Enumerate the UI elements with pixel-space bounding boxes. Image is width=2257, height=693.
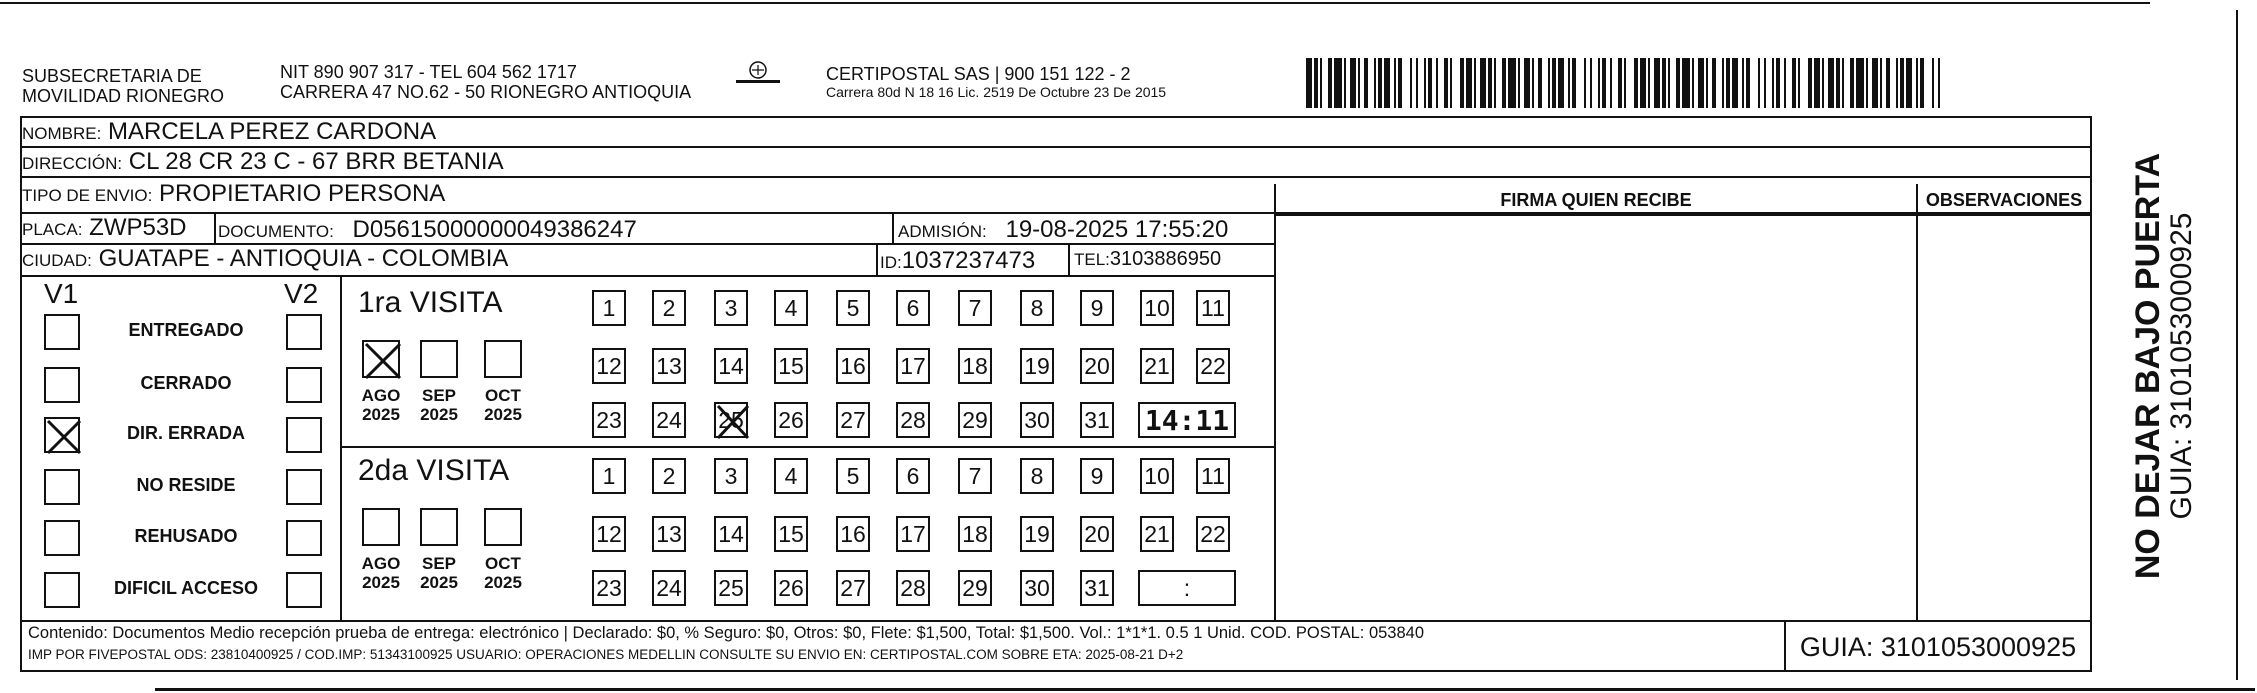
visit-2-title: 2da VISITA [358,454,510,487]
day-box[interactable]: 13 [652,348,686,384]
city-row: CIUDAD: GUATAPE - ANTIOQUIA - COLOMBIA [22,245,1274,277]
id-tel-divider [1068,245,1070,277]
day-box[interactable]: 2 [652,290,686,326]
day-box[interactable]: 29 [958,402,992,438]
day-box[interactable]: 19 [1020,516,1054,552]
day-box[interactable]: 26 [774,402,808,438]
status-v2-checkbox[interactable] [286,417,322,453]
status-visits-divider [340,277,342,622]
month-label: OCT 2025 [484,386,522,424]
day-box[interactable]: 23 [592,570,626,606]
name-row: NOMBRE: MARCELA PEREZ CARDONA [22,118,2090,148]
day-box[interactable]: 27 [836,402,870,438]
month-checkbox[interactable] [484,508,522,546]
day-box[interactable]: 24 [652,570,686,606]
checked-x-mark [364,342,402,380]
content-line: Contenido: Documentos Medio recepción prueba de entrega: electrónico | Declarado: $0, % Seguro: $0, Otros: $0, Flete: $1,500, Total: $1,500. Vol.: 1*1*1. 0.5 1 Unid. COD. POSTAL: 053840 [28,624,1425,642]
tel-field: TEL:3103886950 [1074,248,1222,270]
day-box[interactable]: 21 [1140,348,1174,384]
day-box[interactable]: 3 [714,290,748,326]
month-label: AGO 2025 [361,386,401,424]
day-box[interactable]: 30 [1020,402,1054,438]
signature-area[interactable] [1276,216,1916,620]
day-box[interactable]: 15 [774,348,808,384]
entity-contact: NIT 890 907 317 - TEL 604 562 1717 CARRERA 47 NO.62 - 50 RIONEGRO ANTIOQUIA [280,62,692,102]
status-v1-checkbox[interactable] [44,572,80,608]
courier-info: CERTIPOSTAL SAS | 900 151 122 - 2 Carrera 80d N 18 16 Lic. 2519 De Octubre 23 De 2015 [826,64,1167,100]
day-box[interactable]: 31 [1080,402,1114,438]
day-box[interactable]: 5 [836,458,870,494]
status-v2-checkbox[interactable] [286,520,322,556]
city-id-divider [876,245,878,277]
day-box[interactable]: 5 [836,290,870,326]
day-box[interactable]: 26 [774,570,808,606]
day-box[interactable]: 8 [1020,458,1054,494]
document-field: DOCUMENTO: D05615000000049386247 [218,216,637,243]
day-box[interactable]: 10 [1140,458,1174,494]
time-box[interactable]: 14:11 [1138,402,1236,438]
plate-doc-divider [214,214,216,245]
month-checkbox[interactable] [420,340,458,378]
v1-label: V1 [44,278,79,309]
month-checkbox[interactable] [484,340,522,378]
day-box[interactable]: 14 [714,348,748,384]
status-v1-checkbox[interactable] [44,314,80,350]
day-box[interactable]: 25 [714,402,748,438]
day-box[interactable]: 25 [714,570,748,606]
barcode [1306,58,1942,108]
status-v1-checkbox[interactable] [44,469,80,505]
status-v2-checkbox[interactable] [286,314,322,350]
day-box[interactable]: 9 [1080,290,1114,326]
status-label: ENTREGADO [128,320,244,340]
month-checkbox[interactable] [362,508,400,546]
scan-bottom-border [155,688,2255,691]
day-box[interactable]: 18 [958,516,992,552]
day-box[interactable]: 18 [958,348,992,384]
day-box[interactable]: 19 [1020,348,1054,384]
day-box[interactable]: 30 [1020,570,1054,606]
day-box[interactable]: 17 [896,348,930,384]
day-box[interactable]: 29 [958,570,992,606]
checked-x-mark [46,419,82,455]
day-box[interactable]: 23 [592,402,626,438]
no-slip-under-door-text: NO DEJAR BAJO PUERTA [2129,152,2167,580]
day-box[interactable]: 20 [1080,516,1114,552]
month-label: OCT 2025 [484,554,522,592]
visit-1-title: 1ra VISITA [358,286,503,319]
admission-field: ADMISIÓN: 19-08-2025 17:55:20 [898,216,1229,243]
plate-row: PLACA: ZWP53D [22,214,1274,245]
month-label: AGO 2025 [361,554,401,592]
day-box[interactable]: 28 [896,402,930,438]
day-box[interactable]: 9 [1080,458,1114,494]
month-label: SEP 2025 [420,554,458,592]
status-label: DIR. ERRADA [126,423,245,443]
observations-header: OBSERVACIONES [1925,190,2083,210]
doc-admission-divider [892,214,894,245]
type-row: TIPO DE ENVIO: PROPIETARIO PERSONA [22,178,2090,214]
month-checkbox[interactable] [362,340,400,378]
day-box[interactable]: 4 [774,458,808,494]
side-guide: GUIA: 3101053000925 [2165,212,2198,520]
day-box[interactable]: 14 [714,516,748,552]
day-box[interactable]: 4 [774,290,808,326]
day-box[interactable]: 12 [592,348,626,384]
status-v1-checkbox[interactable] [44,417,80,453]
day-box[interactable]: 7 [958,290,992,326]
day-box[interactable]: 11 [1196,458,1230,494]
status-v2-checkbox[interactable] [286,572,322,608]
checked-x-mark [716,404,750,440]
status-v1-checkbox[interactable] [44,367,80,403]
signature-header: FIRMA QUIEN RECIBE [1500,190,1692,210]
footer-guide: GUIA: 3101053000925 [1799,632,2077,662]
address-row: DIRECCIÓN: CL 28 CR 23 C - 67 BRR BETANIA [22,148,2090,178]
status-v2-checkbox[interactable] [286,469,322,505]
day-box[interactable]: 31 [1080,570,1114,606]
day-box[interactable]: 13 [652,516,686,552]
entity-name: SUBSECRETARIA DE MOVILIDAD RIONEGRO [22,66,225,106]
day-box[interactable]: 1 [592,290,626,326]
day-box[interactable]: 17 [896,516,930,552]
day-box[interactable]: 1 [592,458,626,494]
month-checkbox[interactable] [420,508,458,546]
imp-line: IMP POR FIVEPOSTAL ODS: 23810400925 / COD.IMP: 51343100925 USUARIO: OPERACIONES MEDELLIN CONSULTE SU ENVIO EN: CERTIPOSTAL.COM SOBRE ETA: 2025-08-21 D+2 [28,647,1184,662]
day-box[interactable]: 16 [836,516,870,552]
day-box[interactable]: 7 [958,458,992,494]
day-box[interactable]: 21 [1140,516,1174,552]
scan-top-border [0,2,2150,4]
id-field: ID:1037237473 [880,247,1036,274]
day-box[interactable]: 2 [652,458,686,494]
v2-label: V2 [284,278,319,309]
day-box[interactable]: 3 [714,458,748,494]
day-box[interactable]: 28 [896,570,930,606]
day-box[interactable]: 16 [836,348,870,384]
side-warning [2094,136,2234,596]
status-label: DIFICIL ACCESO [113,578,258,598]
status-v1-checkbox[interactable] [44,520,80,556]
day-box[interactable]: 20 [1080,348,1114,384]
day-box[interactable]: 6 [896,458,930,494]
status-label: NO RESIDE [136,475,236,495]
time-box[interactable]: : [1138,570,1236,606]
day-box[interactable]: 27 [836,570,870,606]
day-box[interactable]: 8 [1020,290,1054,326]
day-box[interactable]: 10 [1140,290,1174,326]
day-box[interactable]: 22 [1196,348,1230,384]
day-box[interactable]: 24 [652,402,686,438]
status-label: CERRADO [140,373,232,393]
day-box[interactable]: 22 [1196,516,1230,552]
status-v2-checkbox[interactable] [286,367,322,403]
month-label: SEP 2025 [420,386,458,424]
day-box[interactable]: 6 [896,290,930,326]
status-label: REHUSADO [134,526,238,546]
day-box[interactable]: 12 [592,516,626,552]
observations-area[interactable] [1918,216,2090,620]
certipostal-logo [728,60,788,90]
footer-divider [20,620,2092,622]
day-box[interactable]: 11 [1196,290,1230,326]
day-box[interactable]: 15 [774,516,808,552]
scan-right-border [2236,10,2238,680]
visits-divider [340,446,1274,448]
